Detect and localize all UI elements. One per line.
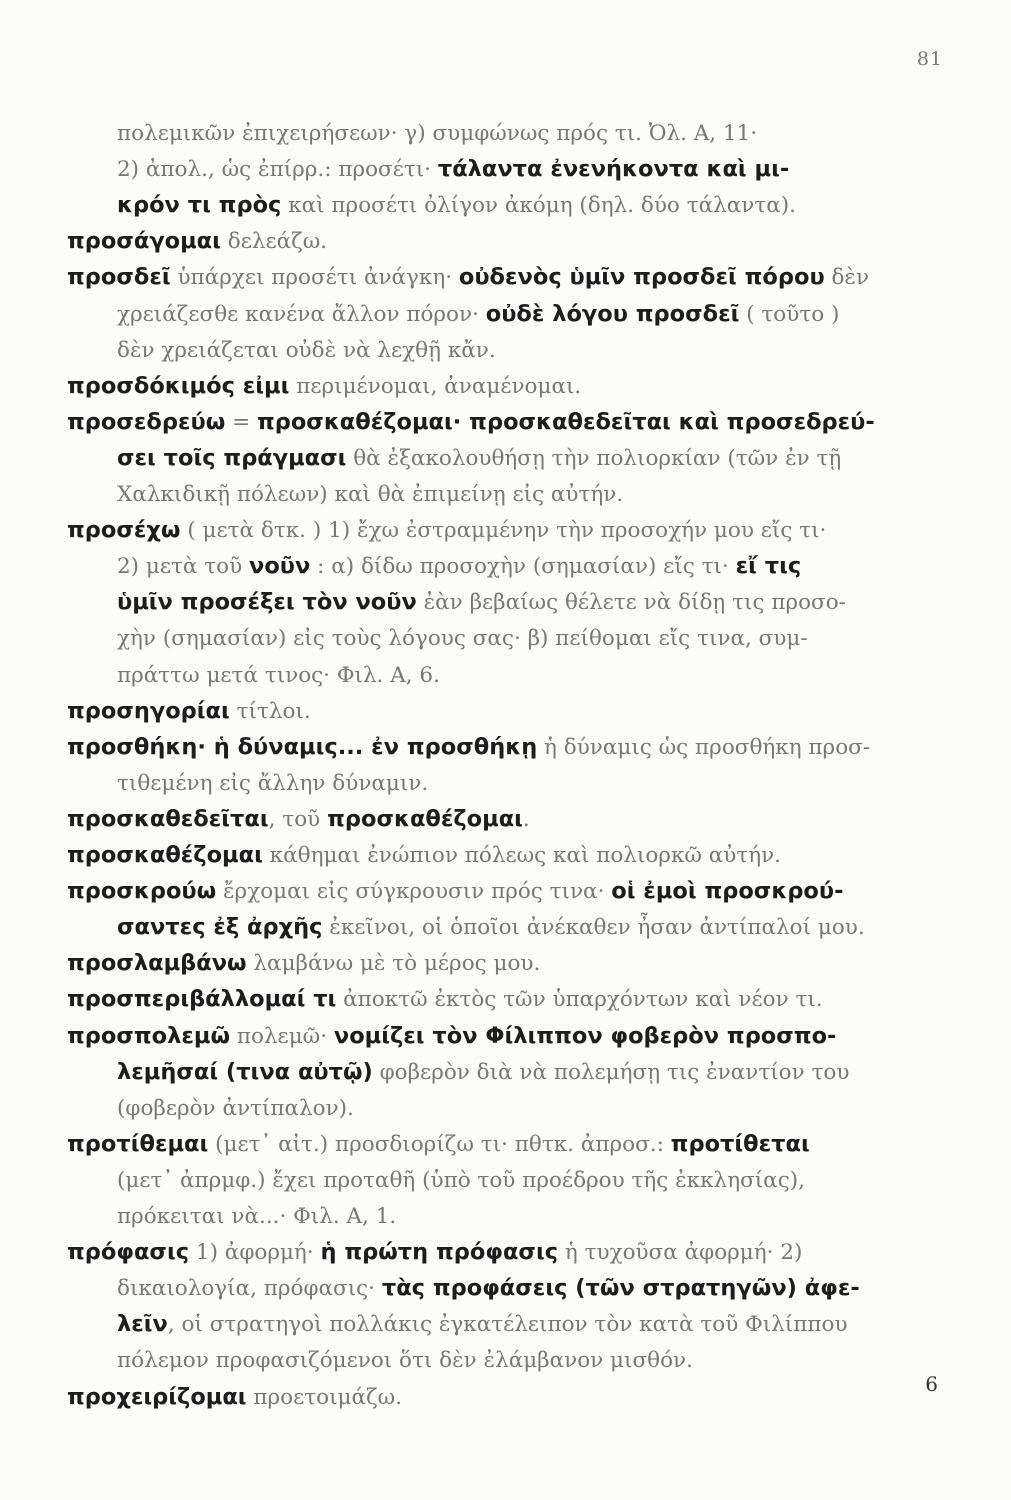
text-line: [117, 583, 846, 621]
text-line: [117, 656, 440, 694]
definition-text: .: [522, 806, 530, 832]
definition-text: =: [225, 409, 257, 435]
headword-text: προσκαθέζομαι· προσκαθεδεῖται καὶ προσεδρεύ-: [256, 408, 875, 435]
text-line: [117, 186, 796, 224]
text-line: [67, 944, 540, 982]
definition-text: θὰ ἐξακολουθήσῃ τὴν πολιορκίαν (τῶν ἐν τῇ: [346, 445, 842, 471]
headword-text: προτίθεται: [670, 1130, 810, 1157]
definition-text: ὑπάρχει προσέτι ἀνάγκη·: [170, 265, 459, 291]
headword-text: λεμῆσαί (τινα αὐτῷ): [117, 1058, 373, 1085]
text-line: [117, 295, 839, 333]
definition-text: ἡ τυχοῦσα ἀφορμή· 2): [558, 1240, 803, 1266]
headword-text: προσκαθέζομαι: [67, 842, 263, 868]
headword-text: προσθήκη· ἡ δύναμις... ἐν προσθήκῃ: [67, 733, 538, 760]
headword-text: προσπεριβάλλομαί τι: [67, 986, 337, 1013]
headword-text: τὰς προφάσεις (τῶν στρατηγῶν) ἀφε-: [381, 1275, 860, 1302]
definition-text: (μετ᾽ αἰτ.) προσδιορίζω τι· πθτκ. ἀπροσ.:: [208, 1131, 671, 1157]
headword-text: ἡ πρώτη πρόφασις: [320, 1239, 559, 1266]
text-line: [67, 836, 781, 874]
text-line: [117, 1197, 396, 1235]
headword-text: οὐδενὸς ὑμῖν προσδεῖ πόρου: [458, 264, 825, 291]
definition-text: προετοιμάζω.: [246, 1384, 403, 1410]
headword-text: σει τοῖς πράγμασι: [117, 444, 347, 471]
text-line: [117, 114, 757, 152]
definition-text: : α) δίδω προσοχὴν (σημασίαν) εἴς τι·: [310, 554, 736, 580]
headword-text: σαντες ἐξ ἀρχῆς: [117, 914, 323, 941]
page-number-top: 81: [916, 48, 943, 70]
definition-text: Χαλκιδικῇ πόλεων) καὶ θὰ ἐπιμείνῃ εἰς αὐτήν.: [117, 482, 624, 507]
headword-text: κρόν τι πρὸς: [117, 192, 282, 219]
headword-text: προσδεῖ: [67, 264, 171, 291]
definition-text: , οἱ στρατηγοὶ πολλάκις ἐγκατέλειπον τὸν κατὰ τοῦ Φιλίππου: [167, 1312, 848, 1338]
text-line: [117, 1089, 354, 1127]
definition-text: (φοβερὸν ἀντίπαλον).: [117, 1095, 354, 1121]
definition-text: , τοῦ: [268, 806, 328, 832]
definition-text: δικαιολογία, πρόφασις·: [117, 1276, 382, 1302]
definition-text: ( μετὰ δτκ. ) 1) ἔχω ἐστραμμένην τὴν προσοχήν μου εἴς τι·: [180, 518, 827, 544]
text-line: [67, 403, 875, 441]
definition-text: 2) ἀπολ., ὡς ἐπίρρ.: προσέτι·: [117, 157, 438, 183]
definition-text: πολεμικῶν ἐπιχειρήσεων· γ) συμφώνως πρός τι. Ὀλ. Α, 11·: [117, 121, 758, 146]
definition-text: περιμένομαι, ἀναμένομαι.: [289, 373, 582, 399]
text-line: [117, 1269, 860, 1307]
definition-text: πολεμῶ·: [230, 1023, 334, 1049]
text-line: [117, 331, 496, 369]
text-line: [117, 619, 808, 657]
text-line: [117, 764, 428, 802]
definition-text: φοβερὸν διὰ νὰ πολεμήσῃ τις ἐναντίον του: [372, 1059, 850, 1085]
text-line: [67, 511, 826, 549]
definition-text: πράττω μετά τινος· Φιλ. Α, 6.: [117, 662, 440, 688]
headword-text: πρόφασις: [67, 1239, 190, 1266]
definition-text: ( τοῦτο ): [739, 301, 840, 327]
text-line: [67, 728, 870, 766]
headword-text: προσπολεμῶ: [67, 1022, 231, 1049]
text-line: [67, 1017, 836, 1055]
definition-text: πρόκειται νὰ...· Φιλ. Α, 1.: [117, 1204, 397, 1229]
definition-text: ἡ δύναμις ὡς προσθήκη προσ-: [537, 734, 871, 760]
text-line: [67, 692, 311, 730]
headword-text: ὑμῖν προσέξει τὸν νοῦν: [117, 589, 417, 616]
headword-text: τάλαντα ἐνενήκοντα καὶ μι-: [437, 156, 790, 183]
definition-text: ἔρχομαι εἰς σύγκρουσιν πρός τινα·: [216, 879, 612, 905]
text-line: [117, 908, 865, 946]
text-line: [67, 980, 823, 1018]
text-line: [117, 439, 841, 477]
page-number-bottom: 6: [925, 1372, 938, 1396]
text-line: [67, 258, 869, 296]
definition-text: χρειάζεσθε κανένα ἄλλον πόρον·: [117, 301, 486, 327]
definition-text: ἐὰν βεβαίως θέλετε νὰ δίδῃ τις προσο-: [416, 590, 846, 616]
text-line: [67, 367, 581, 405]
definition-text: δὲν: [824, 265, 870, 291]
text-line: [67, 222, 327, 260]
definition-text: 2) μετὰ τοῦ: [117, 554, 250, 580]
headword-text: προσέχω: [67, 517, 181, 544]
text-line: [117, 475, 623, 513]
headword-text: προσλαμβάνω: [67, 950, 247, 977]
headword-text: εἴ τις: [735, 553, 802, 580]
text-line: [67, 872, 843, 910]
text-line: [67, 800, 530, 838]
headword-text: λεῖν: [117, 1311, 168, 1338]
definition-text: δὲν χρειάζεται οὐδὲ νὰ λεχθῇ κἄν.: [117, 337, 496, 363]
headword-text: νοῦν: [249, 553, 311, 580]
text-line: [117, 150, 789, 188]
definition-text: δελεάζω.: [220, 229, 328, 255]
text-line: [67, 1233, 802, 1271]
headword-text: προχειρίζομαι: [67, 1383, 247, 1410]
definition-text: χὴν (σημασίαν) εἰς τοὺς λόγους σας· β) πείθομαι εἴς τινα, συμ-: [117, 626, 808, 652]
definition-text: ἐκεῖνοι, οἱ ὁποῖοι ἀνέκαθεν ἦσαν ἀντίπαλοί μου.: [322, 915, 865, 941]
definition-text: ἀποκτῶ ἐκτὸς τῶν ὑπαρχόντων καὶ νέον τι.: [336, 987, 823, 1013]
headword-text: προσκαθέζομαι: [327, 805, 523, 832]
definition-text: κάθημαι ἐνώπιον πόλεως καὶ πολιορκῶ αὐτήν.: [262, 843, 782, 868]
definition-text: 1) ἀφορμή·: [189, 1240, 321, 1266]
headword-text: οὐδὲ λόγου προσδεῖ: [485, 300, 740, 327]
definition-text: τιθεμένη εἰς ἄλλην δύναμιν.: [117, 770, 429, 796]
headword-text: προσεδρεύω: [67, 408, 226, 435]
text-line: [117, 1341, 693, 1379]
headword-text: προσδόκιμός εἰμι: [67, 372, 290, 399]
headword-text: προσκαθεδεῖται: [67, 805, 269, 832]
headword-text: νομίζει τὸν Φίλιππον φοβερὸν προσπο-: [333, 1022, 837, 1049]
text-line: [67, 1125, 810, 1163]
text-line: [117, 1305, 848, 1343]
definition-text: καὶ προσέτι ὀλίγον ἀκόμη (δηλ. δύο τάλαντα).: [281, 193, 796, 219]
text-line: [117, 547, 801, 585]
headword-text: προσκρούω: [67, 878, 217, 905]
text-line: [117, 1053, 849, 1091]
definition-text: (μετ᾽ ἀπρμφ.) ἔχει προταθῆ (ὑπὸ τοῦ προέδρου τῆς ἐκκλησίας),: [117, 1167, 805, 1193]
headword-text: οἱ ἐμοὶ προσκρού-: [611, 878, 844, 905]
text-line: [67, 1378, 402, 1416]
definition-text: τίτλοι.: [229, 698, 311, 724]
headword-text: προτίθεμαι: [67, 1130, 209, 1157]
text-line: [117, 1161, 805, 1199]
headword-text: προσηγορίαι: [67, 697, 230, 724]
headword-text: προσάγομαι: [67, 228, 221, 255]
definition-text: πόλεμον προφασιζόμενοι ὅτι δὲν ἐλάμβανον μισθόν.: [117, 1348, 693, 1374]
definition-text: λαμβάνω μὲ τὸ μέρος μου.: [246, 951, 541, 977]
